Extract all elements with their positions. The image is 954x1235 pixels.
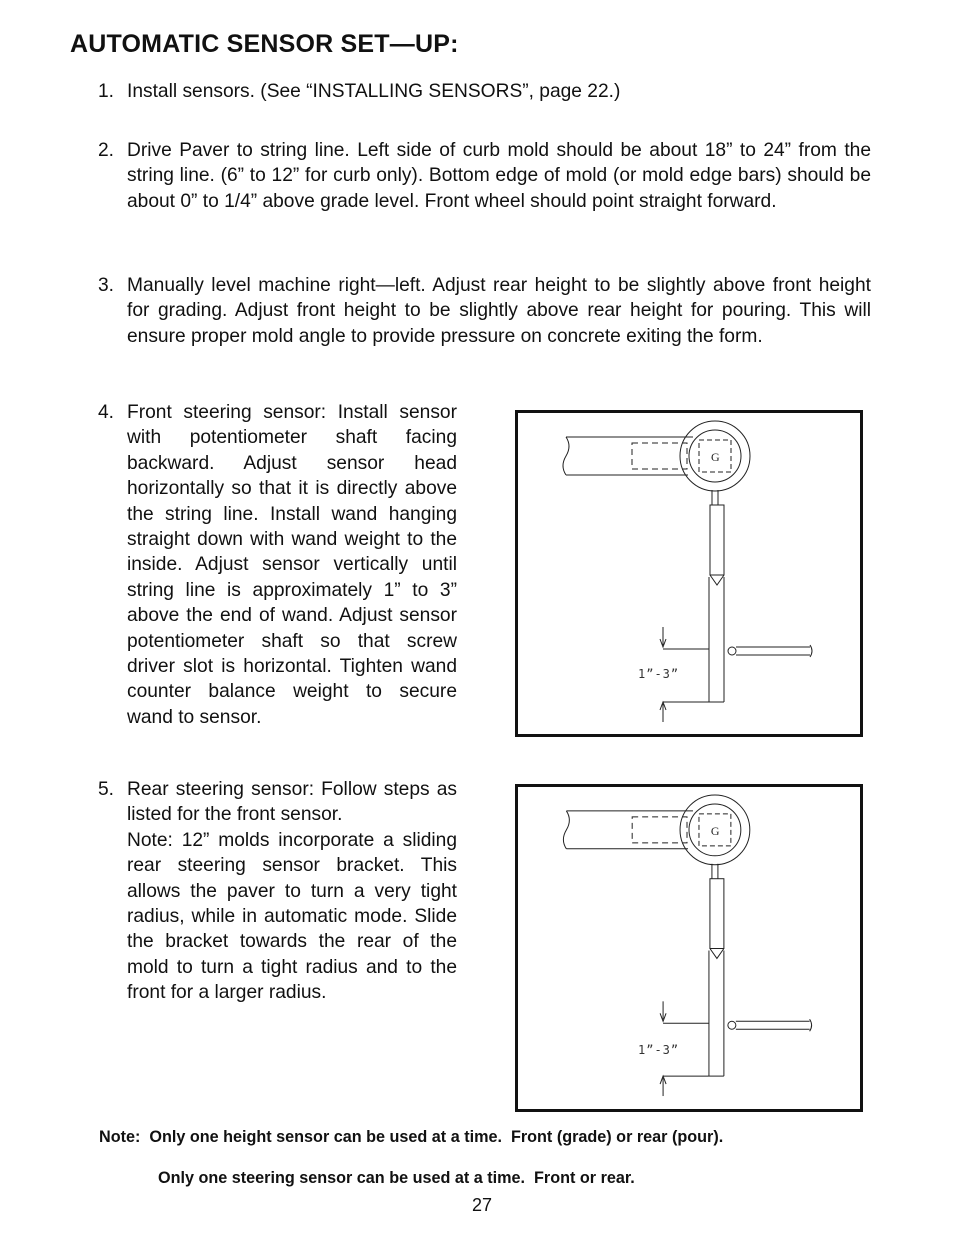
dimension-label: 1”-3” <box>638 1043 680 1057</box>
sensor-note-steering: Only one steering sensor can be used at a time. Front or rear. <box>158 1169 635 1187</box>
step-text: Manually level machine right—left. Adjust rear height to be slightly above front height for grading. Adjust front height to be slightly above rear height for pouring. This will ensure proper mold angle to provide pressure on concrete exiting the form. <box>127 275 871 347</box>
step-2 <box>98 138 871 214</box>
dimension-label: 1”-3” <box>638 667 680 681</box>
step-note: Note: 12” molds incorporate a sliding rear steering sensor bracket. This allows the paver to turn a very tight radius, while in automatic mode. Slide the bracket towards the rear of the mold to turn a tight radius and to the front for a larger radius. <box>127 829 457 1004</box>
step-4 <box>98 400 457 730</box>
step-number: 5. <box>98 779 115 800</box>
page-title: AUTOMATIC SENSOR SET—UP: <box>70 30 459 58</box>
front-sensor-diagram <box>515 410 863 737</box>
sensor-drawing <box>518 787 860 1108</box>
svg-text:G: G <box>710 823 720 838</box>
step-number: 4. <box>98 402 115 423</box>
page-number: 27 <box>472 1195 493 1215</box>
step-text: Rear steering sensor: Follow steps as listed for the front sensor. <box>127 779 457 826</box>
step-5 <box>98 777 457 1006</box>
step-text: Front steering sensor: Install sensor with potentiometer shaft facing backward. Adjust sensor head horizontally so that it is directly above the string line. Install wand hanging straight down with wand weight to the inside. Adjust sensor vertically until string line is approximately 1” to 3” above the end of wand. Adjust sensor potentiometer shaft so that screw driver slot is horizontal. Tighten wand counter balance weight to secure wand to sensor. <box>127 402 457 728</box>
sensor-drawing <box>518 413 860 734</box>
step-3 <box>98 273 871 349</box>
rear-sensor-diagram <box>515 784 863 1112</box>
step-1 <box>98 79 878 104</box>
svg-text:G: G <box>711 450 720 464</box>
step-number: 2. <box>98 140 115 161</box>
step-text: Install sensors. (See “INSTALLING SENSORS”, page 22.) <box>127 81 621 102</box>
step-text: Drive Paver to string line. Left side of curb mold should be about 18” to 24” from the string line. (6” to 12” for curb only). Bottom edge of mold (or mold edge bars) should be about 0” to 1/4” above grade level. Front wheel should point straight forward. <box>127 140 871 212</box>
step-number: 3. <box>98 275 115 296</box>
step-number: 1. <box>98 81 115 102</box>
sensor-note-height: Note: Only one height sensor can be used at a time. Front (grade) or rear (pour). <box>99 1128 724 1146</box>
